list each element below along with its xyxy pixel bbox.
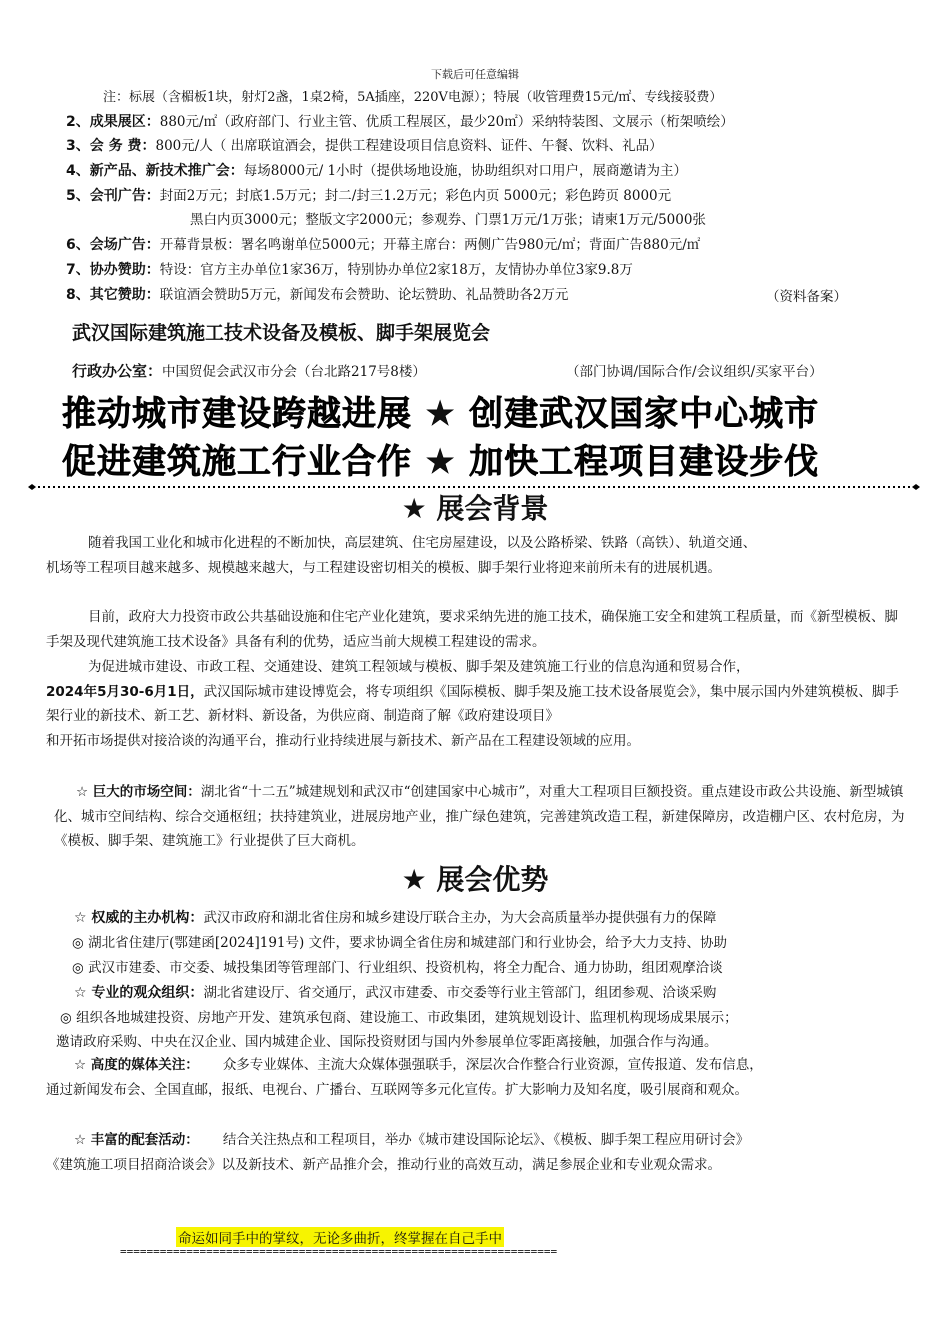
fee-row-venue-ads — [66, 233, 700, 254]
header-note: 下载后可任意编辑 — [431, 68, 519, 81]
fee-row-conference — [66, 134, 663, 155]
events-text: 结合关注热点和工程项目，举办《城市建设国际论坛》、《模板、脚手架工程应用研讨会》 — [222, 1132, 750, 1148]
office-address: 中国贸促会武汉市分会（台北路217号8楼） — [162, 364, 426, 380]
media-item — [46, 1053, 908, 1102]
fee-row-co-sponsor — [66, 258, 633, 279]
audience-bullet-cont: 邀请政府采购、中央在汉企业、国内城建企业、国际投资财团与国内外参展单位零距离接触，加强合作与沟通。 — [56, 1034, 718, 1050]
slogan-line-2: 促进建筑施工行业合作 ★ 加快工程项目建设步伐 — [62, 442, 820, 482]
section-title-advantages: ★ 展会优势 — [401, 863, 549, 896]
authority-text: 武汉市政府和湖北省住房和城乡建设厅联合主办，为大会高质量举办提供强有力的保障 — [203, 910, 717, 926]
media-label: ☆ 高度的媒体关注： — [74, 1057, 199, 1073]
expo-title: 武汉国际建筑施工技术设备及模板、脚手架展览会 — [72, 322, 491, 344]
fee-text: 特设：官方主办单位1家36万，特别协办单位2家18万，友情协办单位3家9.8万 — [159, 262, 633, 278]
background-paragraph-1 — [46, 531, 906, 580]
fee-text: 每场8000元/ 1小时（提供场地设施，协助组织对口用户，展商邀请为主） — [243, 163, 688, 179]
fee-label: 7、协办赞助： — [66, 262, 160, 278]
paragraph-text: 武汉国际城市建设博览会，将专项组织《国际模板、脚手架及施工技术设备展览会》，集中展示国内外建筑模板、脚手架行业的新技术、新工艺、新材料、新设备，为供应商、制造商了解《政府建设项目》 — [46, 683, 899, 724]
paragraph-text: 湖北省“十二五”城建规划和武汉市“创建国家中心城市”，对重大工程项目巨额投资。重点建设市政公共设施、新型城镇化、城市空间结构、综合交通枢纽；扶持建筑业，进展房地产业，推广绿色建筑，完善建筑改造工程，新建保障房，改造棚户区、农村危房，为《模板、脚手架、建筑施工》行业提供了巨大商机。 — [54, 784, 905, 849]
equals-rule: ================================================================== — [120, 1245, 558, 1258]
fee-row-achievement — [66, 110, 734, 131]
fee-label: 8、其它赞助： — [66, 287, 160, 303]
market-space-paragraph — [54, 780, 910, 854]
market-space-label: ☆ 巨大的市场空间： — [76, 784, 201, 800]
fee-row-catalog-ads-cont: 黑白内页3000元；整版文字2000元；参观券、门票1万元/1万张；请柬1万元/5000张 — [190, 212, 706, 228]
paragraph-text: 机场等工程项目越来越多、规模越来越大，与工程建设密切相关的模板、脚手架行业将迎来前所未有的进展机遇。 — [46, 559, 721, 576]
fee-text: 封面2万元；封底1.5万元；封二/封三1.2万元；彩色内页 5000元；彩色跨页 8000元 — [159, 188, 672, 204]
authority-label: ☆ 权威的主办机构： — [74, 910, 204, 926]
fee-label: 5、会刊广告： — [66, 188, 160, 204]
fee-label: 6、会场广告： — [66, 237, 160, 253]
motto-highlight: 命运如同手中的掌纹，无论多曲折，终掌握在自己手中 — [176, 1227, 504, 1247]
audience-bullet: ◎ 组织各地城建投资、房地产开发、建筑承包商、建设施工、市政集团，建筑规划设计、监理机构现场成果展示； — [60, 1010, 738, 1026]
archive-note: （资料备案） — [766, 289, 847, 305]
paragraph-text: 为促进城市建设、市政工程、交通建设、建筑工程领域与模板、脚手架及建筑施工行业的信息沟通和贸易合作， — [88, 659, 750, 675]
fee-label: 4、新产品、新技术推广会： — [66, 163, 244, 179]
slogan-line-1: 推动城市建设跨越进展 ★ 创建武汉国家中心城市 — [62, 394, 820, 434]
fee-label: 3、会 务 费： — [66, 138, 156, 154]
media-text: 众多专业媒体、主流大众媒体强强联手，深层次合作整合行业资源，宣传报道、发布信息， — [222, 1057, 763, 1073]
fee-row-catalog-ads — [66, 184, 671, 205]
events-label: ☆ 丰富的配套活动： — [74, 1132, 199, 1148]
paragraph-text: 随着我国工业化和城市化进程的不断加快，高层建筑、住宅房屋建设，以及公路桥梁、铁路（高铁）、轨道交通、 — [88, 535, 757, 551]
expo-date: 2024年5月30-6月1日， — [46, 683, 204, 700]
fee-row-product-launch — [66, 159, 687, 180]
authority-item — [74, 906, 716, 927]
media-text-cont: 通过新闻发布会、全国直邮，报纸、电视台、广播台、互联网等多元化宣传。扩大影响力及知名度，吸引展商和观众。 — [46, 1081, 748, 1098]
office-info — [72, 360, 426, 381]
audience-item — [74, 981, 716, 1002]
paragraph-text: 目前，政府大力投资市政公共基础设施和住宅产业化建筑，要求采纳先进的施工技术，确保施工安全和建筑工程质量，而《新型模板、脚手架及现代建筑施工技术设备》具备有利的优势，适应当前大规模工程建设的需求。 — [46, 609, 898, 650]
authority-bullet-1: ◎ 湖北省住建厅(鄂建函[2024]191号) 文件，要求协调全省住房和城建部门和行业协会，给予大力支持、协助 — [72, 935, 728, 951]
section-title-background: ★ 展会背景 — [401, 492, 549, 525]
events-item — [46, 1128, 908, 1177]
audience-label: ☆ 专业的观众组织： — [74, 985, 204, 1001]
office-note: （部门协调/国际合作/会议组织/买家平台） — [566, 364, 823, 380]
background-paragraph-2 — [46, 605, 906, 654]
fee-row-other-sponsor — [66, 283, 568, 304]
booth-note: 注：标展（含楣板1块，射灯2盏，1桌2椅，5A插座，220V电源）；特展（收管理费15元/㎡、专线接驳费） — [103, 90, 723, 105]
authority-bullet-2: ◎ 武汉市建委、市交委、城投集团等管理部门、行业组织、投资机构，将全力配合、通力协助，组团观摩洽谈 — [72, 960, 723, 976]
fee-text: 880元/㎡（政府部门、行业主管、优质工程展区，最少20㎡）采纳特装图、文展示（桁架喷绘） — [159, 114, 734, 130]
background-paragraph-3 — [46, 655, 906, 753]
fee-text: 开幕背景板：署名鸣谢单位5000元；开幕主席台：两侧广告980元/㎡；背面广告880元/㎡ — [159, 237, 701, 253]
paragraph-text: 和开拓市场提供对接洽谈的沟通平台，推动行业持续进展与新技术、新产品在工程建设领域的应用。 — [46, 732, 640, 749]
fee-text: 800元/人（ 出席联谊酒会，提供工程建设项目信息资料、证件、午餐、饮料、礼品） — [155, 138, 663, 154]
events-text-cont: 《建筑施工项目招商洽谈会》以及新技术、新产品推介会，推动行业的高效互动，满足参展企业和专业观众需求。 — [46, 1156, 721, 1173]
fee-label: 2、成果展区： — [66, 114, 160, 130]
office-label: 行政办公室： — [72, 362, 163, 380]
audience-text: 湖北省建设厅、省交通厅，武汉市建委、市交委等行业主管部门，组团参观、洽谈采购 — [203, 985, 717, 1001]
fee-text: 联谊酒会赞助5万元，新闻发布会赞助、论坛赞助、礼品赞助各2万元 — [159, 287, 569, 303]
